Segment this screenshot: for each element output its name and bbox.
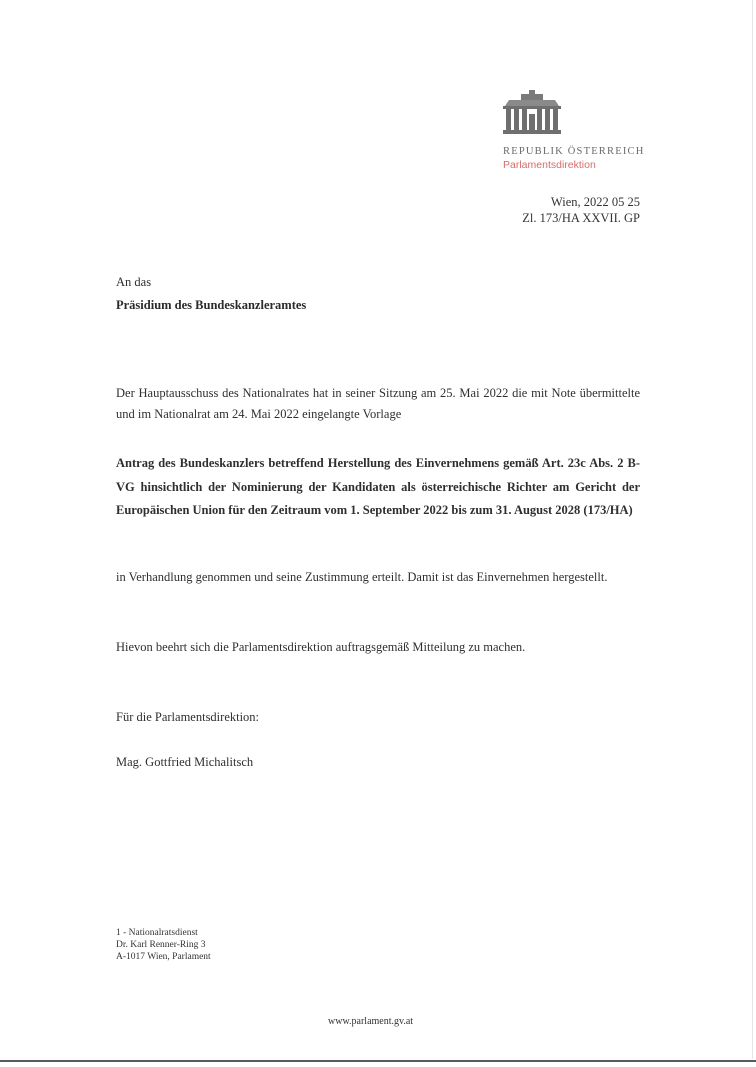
letter-date: Wien, 2022 05 25 [550,195,640,209]
reference-number: Zl. 173/HA XXVII. GP [522,211,640,225]
signatory-name: Mag. Gottfried Michalitsch [116,755,254,769]
footer-address-line-2: Dr. Karl Renner-Ring 3 [116,940,206,950]
republik-label: REPUBLIK ÖSTERREICH [503,146,645,157]
recipient-line-1: An das [116,275,152,289]
bottom-rule [0,1060,756,1062]
website-link[interactable]: www.parlament.gv.at [328,1016,414,1027]
footer-address-line-3: A-1017 Wien, Parlament [116,952,211,962]
intro-paragraph: Der Hauptausschuss des Nationalrates hat in seiner Sitzung am 25. Mai 2022 die mit Note übermittelte und im Nationalrat am 24. Mai 2022 eingelangte Vorlage [116,386,640,421]
subject-paragraph: Antrag des Bundeskanzlers betreffend Herstellung des Einvernehmens gemäß Art. 23c Abs. 2 B-VG hinsichtlich der Nominierung der Kandidaten als österreichische Richter am Gericht der Europäischen Union für den Zeitraum vom 1. September 2022 bis zum 31. August 2028 (173/HA) [116,456,640,517]
recipient-line-2: Präsidium des Bundeskanzleramtes [116,298,307,312]
direktion-label: Parlamentsdirektion [503,159,596,171]
footer-address-line-1: 1 - Nationalratsdienst [116,928,198,938]
signature-for-line: Für die Parlamentsdirektion: [116,710,260,724]
outcome-paragraph: in Verhandlung genommen und seine Zustimmung erteilt. Damit ist das Einvernehmen hergestellt. [116,570,608,584]
closing-paragraph: Hievon beehrt sich die Parlamentsdirektion auftragsgemäß Mitteilung zu machen. [116,640,526,654]
parliament-building-icon [503,90,561,134]
